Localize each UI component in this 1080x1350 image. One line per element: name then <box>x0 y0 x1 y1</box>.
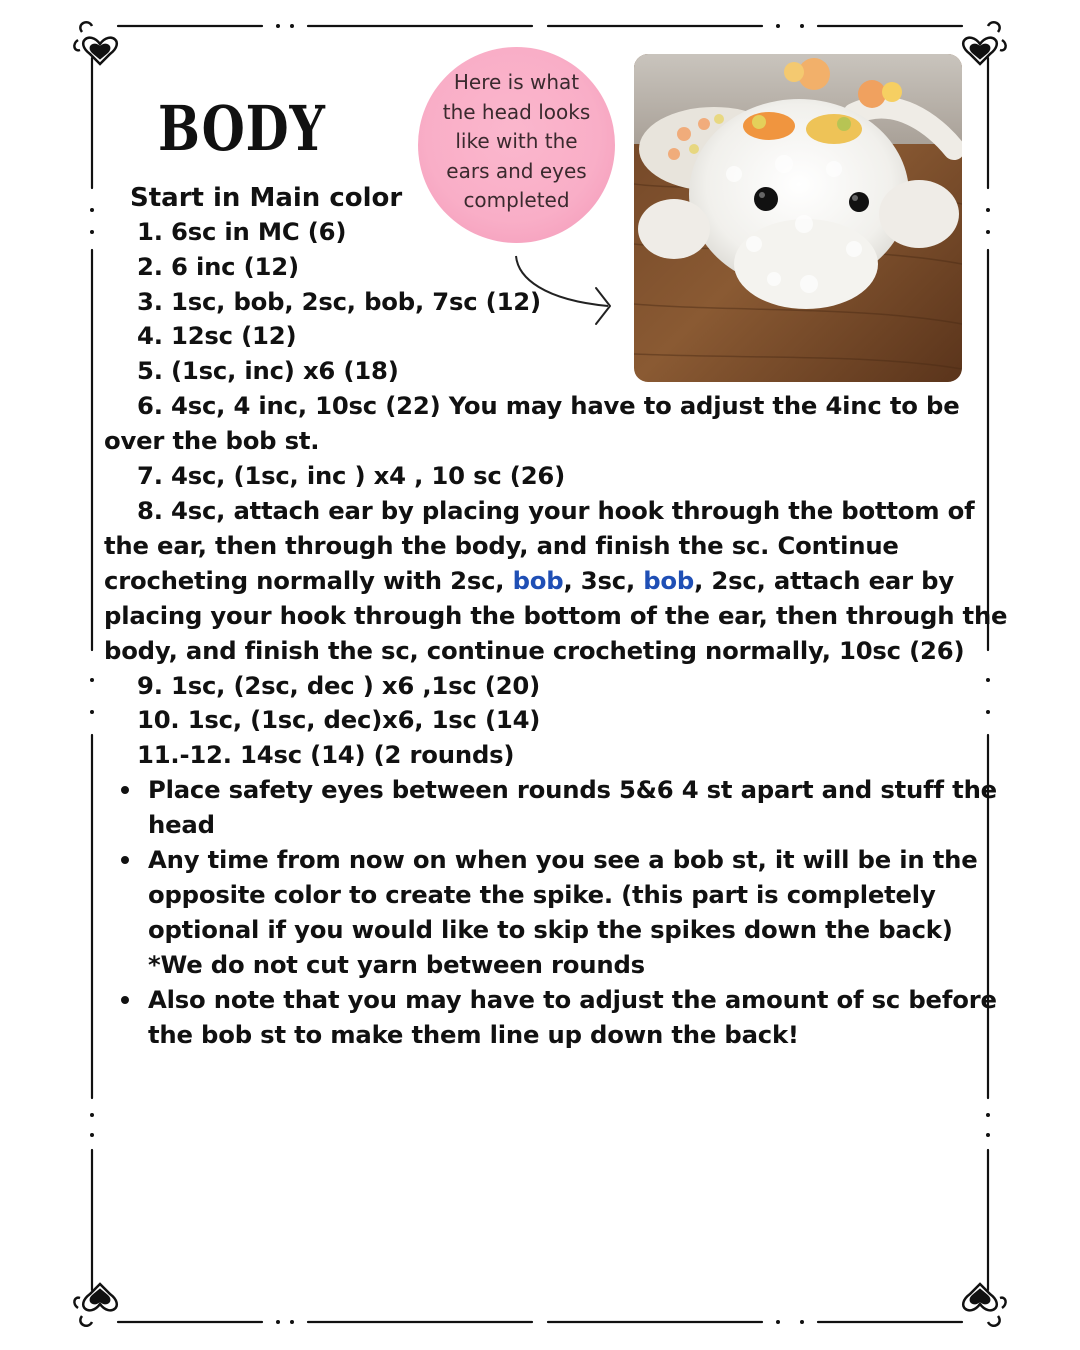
round-8-line-2: the ear, then through the body, and finish the sc. Continue <box>104 531 899 560</box>
note-3-line-2: the bob st to make them line up down the back! <box>148 1020 799 1049</box>
note-1-line-1: Place safety eyes between rounds 5&6 4 st apart and stuff the <box>148 775 997 804</box>
note-2-line-1: Any time from now on when you see a bob st, it will be in the <box>148 845 978 874</box>
text-segment: , 3sc, <box>563 566 644 595</box>
round-5: 5. (1sc, inc) x6 (18) <box>137 356 399 385</box>
round-8-line-4: placing your hook through the bottom of the ear, then through the <box>104 601 1008 630</box>
round-4: 4. 12sc (12) <box>137 321 297 350</box>
round-6-line-1: 6. 4sc, 4 inc, 10sc (22) You may have to adjust the 4inc to be <box>137 391 960 420</box>
page-title: BODY <box>158 92 326 165</box>
callout-line: like with the <box>455 129 578 154</box>
round-10: 10. 1sc, (1sc, dec)x6, 1sc (14) <box>137 705 541 734</box>
subtitle: Start in Main color <box>130 183 403 213</box>
bullet-icon <box>121 996 129 1004</box>
round-8-line-5: body, and finish the sc, continue crocheting normally, 10sc (26) <box>104 636 965 665</box>
bob-highlight: bob <box>512 566 564 595</box>
note-2-line-4: *We do not cut yarn between rounds <box>148 950 645 979</box>
text-segment: , 2sc, attach ear by <box>694 566 954 595</box>
note-3-line-1: Also note that you may have to adjust the amount of sc before <box>148 985 997 1014</box>
note-1-line-2: head <box>148 810 215 839</box>
round-3: 3. 1sc, bob, 2sc, bob, 7sc (12) <box>137 287 541 316</box>
note-2-line-2: opposite color to create the spike. (this part is completely <box>148 880 936 909</box>
callout-text <box>432 68 602 216</box>
callout-line: the head looks <box>442 99 591 124</box>
round-1: 1. 6sc in MC (6) <box>137 217 347 246</box>
round-8-line-3 <box>104 564 984 598</box>
round-2: 2. 6 inc (12) <box>137 252 299 281</box>
round-6-line-2: over the bob st. <box>104 426 320 455</box>
round-7: 7. 4sc, (1sc, inc ) x4 , 10 sc (26) <box>137 461 566 490</box>
round-9: 9. 1sc, (2sc, dec ) x6 ,1sc (20) <box>137 671 541 700</box>
bullet-icon <box>121 856 129 864</box>
callout-line: Here is what <box>453 70 580 95</box>
text-segment: crocheting normally with 2sc, <box>104 566 513 595</box>
callout-line: ears and eyes <box>446 158 587 183</box>
round-11-12: 11.-12. 14sc (14) (2 rounds) <box>137 740 515 769</box>
callout-bubble <box>418 47 615 243</box>
bob-highlight: bob <box>643 566 695 595</box>
note-2-line-3: optional if you would like to skip the spikes down the back) <box>148 915 953 944</box>
callout-line: completed <box>463 188 570 213</box>
round-8-line-1: 8. 4sc, attach ear by placing your hook through the bottom of <box>137 496 975 525</box>
bullet-icon <box>121 786 129 794</box>
